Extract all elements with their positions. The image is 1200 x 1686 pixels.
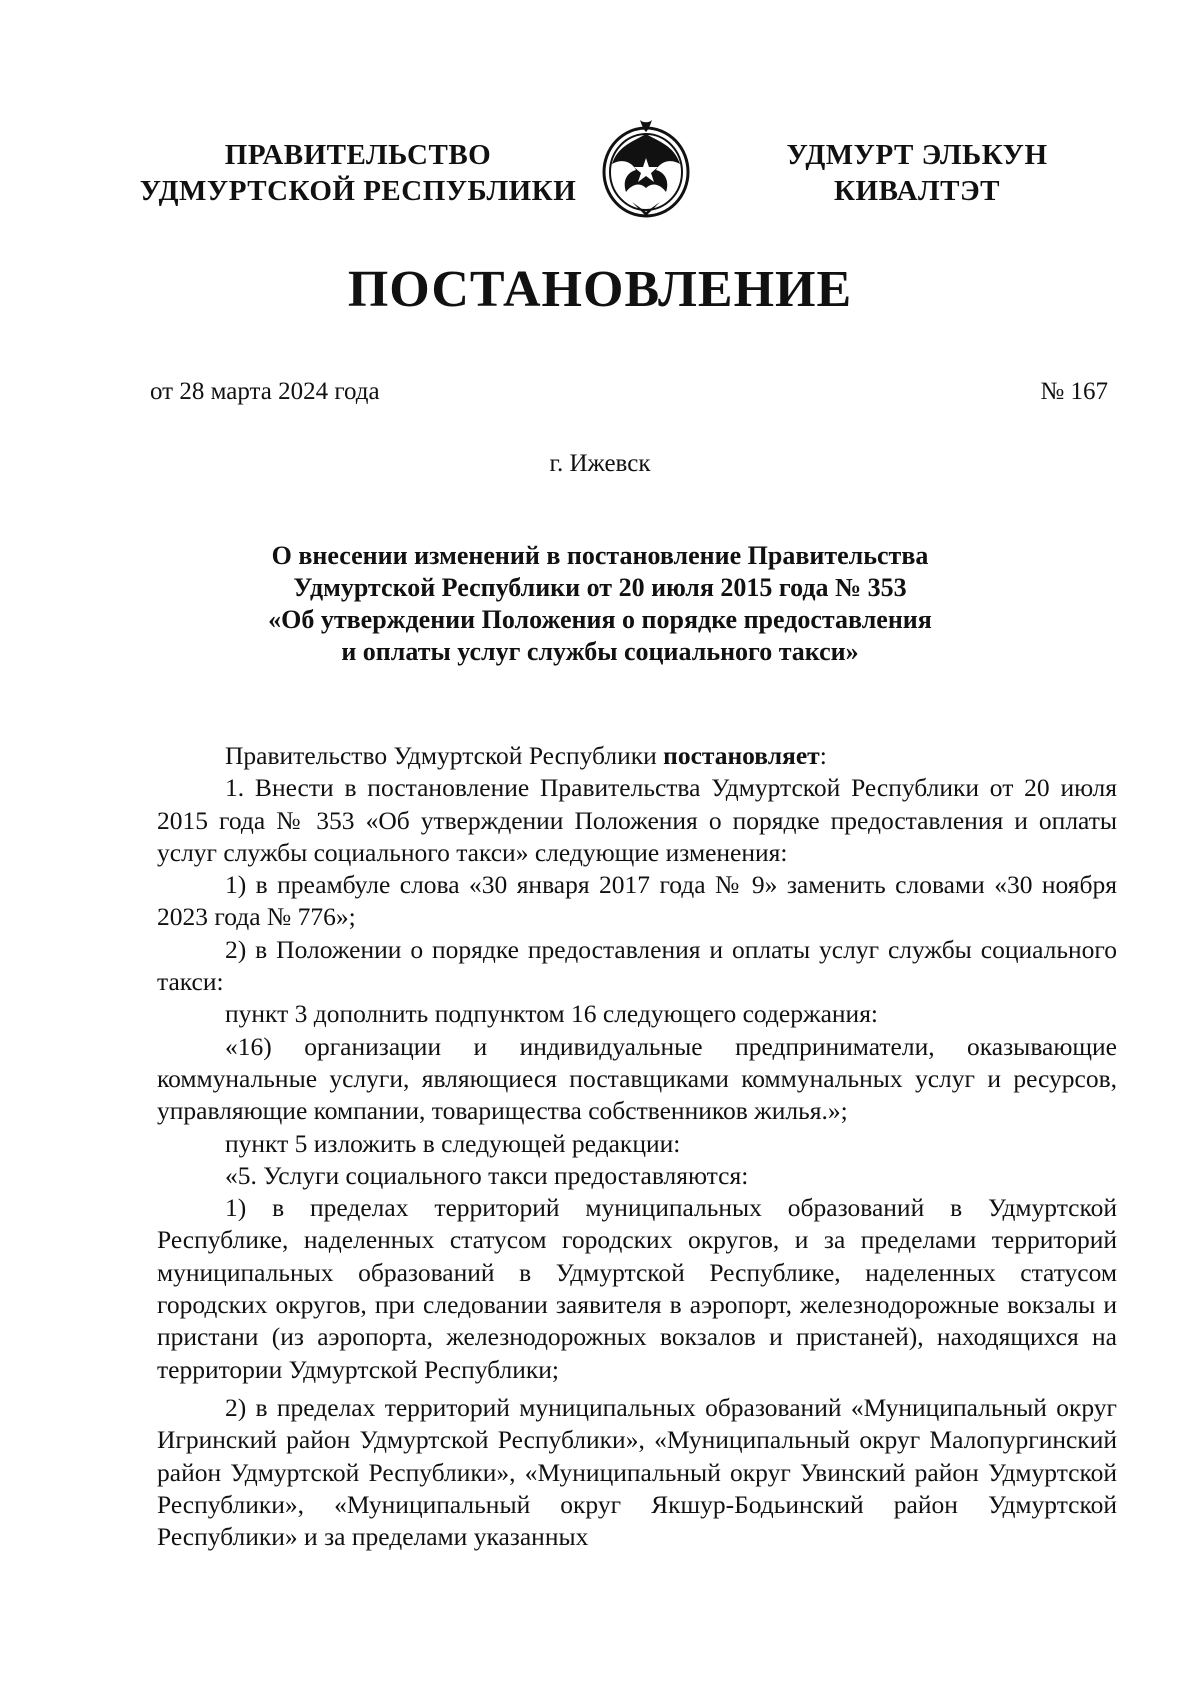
title-line: Удмуртской Республики от 20 июля 2015 года № 353 xyxy=(293,573,907,602)
title-line: О внесении изменений в постановление Правительства xyxy=(271,541,929,570)
body-paragraph: пункт 5 изложить в следующей редакции: xyxy=(225,1128,681,1158)
title-line: «Об утверждении Положения о порядке предоставления xyxy=(268,605,932,634)
body-paragraph: 2) в Положении о порядке предоставления и оплаты услуг службы социального такси: xyxy=(157,934,1117,997)
document-city: г. Ижевск xyxy=(549,450,651,477)
body-paragraph: «16) организации и индивидуальные предприниматели, оказывающие коммунальные услуги, являющиеся поставщиками коммунальных услуг и ресурсов, управляющие компании, товарищества собственников жилья.»; xyxy=(157,1031,1117,1126)
body-paragraph: 1. Внести в постановление Правительства Удмуртской Республики от 20 июля 2015 года № 353 «Об утверждении Положения о порядке предоставления и оплаты услуг службы социального такси» следующие изменения: xyxy=(157,773,1117,867)
issuer-line-1: ПРАВИТЕЛЬСТВО xyxy=(224,139,492,171)
body-paragraph: 2) в пределах территорий муниципальных образований «Муниципальный округ Игринский район Удмуртской Республики», «Муниципальный округ Малопургинский район Удмуртской Республики», «Муниципальный округ Увинский район Удмуртской Республики», «Муниципальный округ Якшур-Бодьинский район Удмуртской Республики» и за пределами указанных xyxy=(157,1392,1117,1552)
issuer-name-russian xyxy=(128,137,588,209)
body-paragraph: пункт 3 дополнить подпунктом 16 следующего содержания: xyxy=(225,999,879,1029)
intro-verb: постановляет xyxy=(663,741,820,770)
document-number: № 167 xyxy=(1040,378,1108,405)
issuer-udmurt-line-2: КИВАЛТЭТ xyxy=(833,175,1000,207)
udmurt-coat-of-arms-icon xyxy=(592,112,700,220)
body-intro xyxy=(157,740,1117,772)
title-line: и оплаты услуг службы социального такси» xyxy=(341,637,859,666)
issuer-name-udmurt xyxy=(762,137,1072,209)
issuer-line-2: УДМУРТСКОЙ РЕСПУБЛИКИ xyxy=(139,175,577,207)
issuer-udmurt-line-1: УДМУРТ ЭЛЬКУН xyxy=(786,139,1048,171)
document-type: ПОСТАНОВЛЕНИЕ xyxy=(347,261,853,318)
body-paragraph: «5. Услуги социального такси предоставляются: xyxy=(225,1160,749,1190)
body-paragraph: 1) в пределах территорий муниципальных образований в Удмуртской Республике, наделенных статусом городских округов, и за пределами территорий муниципальных образований в Удмуртской Республике, наделенных статусом городских округов, при следовании заявителя в аэропорт, железнодорожные вокзалы и пристани (из аэропорта, железнодорожных вокзалов и пристаней), находящихся на территории Удмуртской Республики; xyxy=(157,1193,1117,1384)
document-title xyxy=(180,540,1020,668)
intro-end: : xyxy=(819,741,827,770)
document-body xyxy=(157,740,1117,1553)
intro-text: Правительство Удмуртской Республики xyxy=(225,741,664,770)
body-paragraph: 1) в преамбуле слова «30 января 2017 года № 9» заменить словами «30 ноября 2023 года № 776»; xyxy=(157,870,1117,932)
document-date: от 28 марта 2024 года xyxy=(150,378,380,405)
